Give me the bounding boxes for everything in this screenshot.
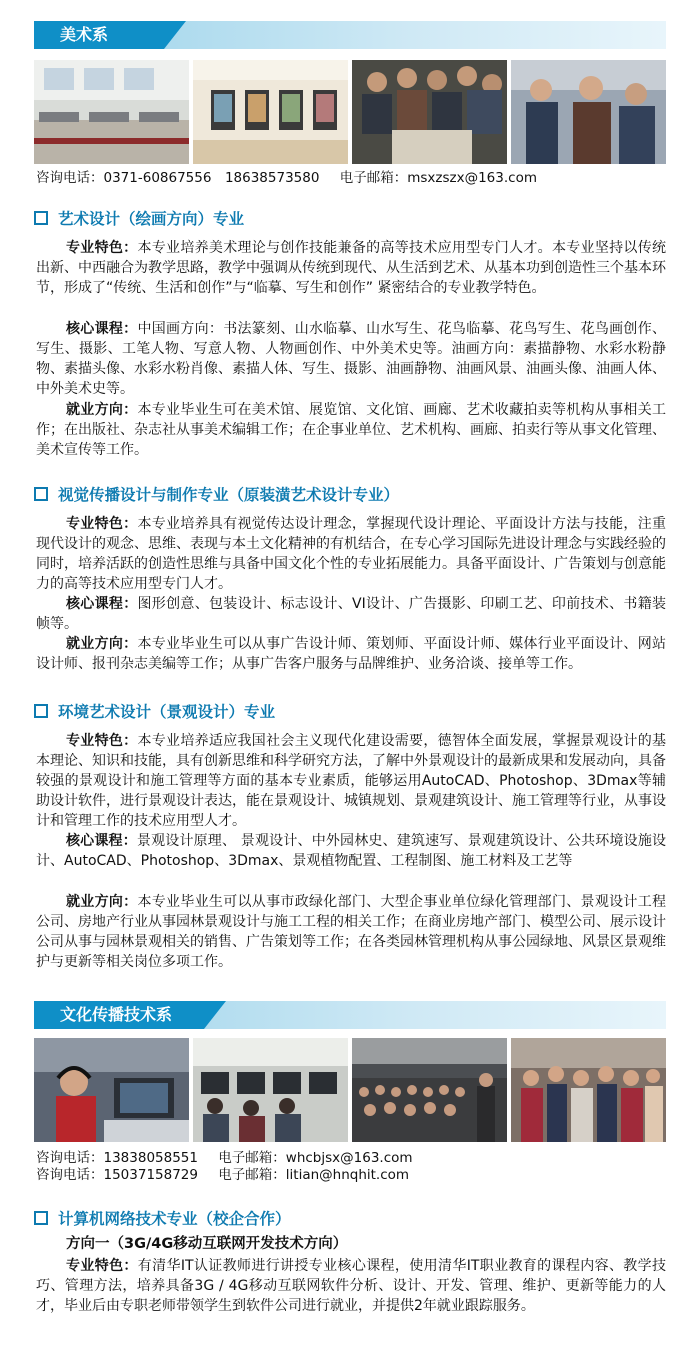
- feature-text: 有清华IT认证教师进行讲授专业核心课程，使用清华IT职业教育的课程内容、教学技巧、管理方法，培养具备3G / 4G移动互联网软件分析、设计、开发、管理、维护、更新等能力的人才，毕业后由专职老师带领学生到软件公司进行就业，并提供2年就业跟踪服务。: [36, 1258, 667, 1314]
- headset-students-photo: [34, 1038, 189, 1142]
- feature-text: 本专业培养适应我国社会主义现代化建设需要，德智体全面发展，掌握景观设计的基本理论、知识和技能，具有创新思维和科学研究方法，了解中外景观设计的最新成果和发展动向，具备较强的景观设计和施工管理等方面的基本专业素质，能够运用AutoCAD、Photoshop、3Dmax等辅助设计软件，进行景观设计表达，能在景观设计、城镇规划、景观建筑设计、施工管理等行业，从事设计和管理工作的技术应用型人才。: [36, 733, 667, 829]
- major1-feature: [36, 238, 666, 298]
- art-contact-phone: 咨询电话：0371-60867556 18638573580: [36, 170, 320, 186]
- major-title-visual: [34, 485, 399, 505]
- culture-contact-1: [36, 1150, 429, 1167]
- art-contact: [36, 170, 553, 187]
- major4-feature: [36, 1256, 666, 1316]
- feature-label: 专业特色：: [66, 733, 138, 749]
- art-teacher-photo: [511, 60, 666, 164]
- core-text: 中国画方向：书法篆刻、山水临摹、山水写生、花鸟临摹、花鸟写生、花鸟画创作、写生、摄影、工笔人物、写意人物、人物画创作、中外美术史等。油画方向：素描静物、水彩水粉静物、素描头像、水彩水粉肖像、素描人体、写生、摄影、油画静物、油画风景、油画头像、油画人体、中外美术史等。: [36, 321, 667, 397]
- art-contact-email: 电子邮箱：msxzszx@163.com: [339, 170, 537, 186]
- dept-header-art: [34, 21, 666, 49]
- feature-label: 专业特色：: [66, 516, 138, 532]
- major2-feature: [36, 514, 666, 594]
- dept-title: 文化传播技术系: [34, 1001, 204, 1029]
- checkbox-square-icon: [34, 211, 48, 225]
- job-label: 就业方向：: [66, 402, 138, 418]
- major2-core: [36, 594, 666, 634]
- job-label: 就业方向：: [66, 636, 138, 652]
- dept-header-culture: [34, 1001, 666, 1029]
- major3-core: [36, 831, 666, 871]
- major-title-text: 视觉传播设计与制作专业（原装潢艺术设计专业）: [58, 486, 400, 504]
- checkbox-square-icon: [34, 704, 48, 718]
- culture-contact-2: [36, 1167, 425, 1184]
- major1-core: [36, 319, 666, 399]
- job-text: 本专业毕业生可以从事广告设计师、策划师、平面设计师、媒体行业平面设计、网站设计师、报刊杂志美编等工作；从事广告客户服务与品牌维护、业务洽谈、接单等工作。: [36, 636, 667, 672]
- major3-feature: [36, 731, 666, 831]
- computer-lab-photo: [193, 1038, 348, 1142]
- major-title-painting: [34, 209, 244, 229]
- checkbox-square-icon: [34, 1211, 48, 1225]
- feature-label: 专业特色：: [66, 240, 138, 256]
- direction-heading: 方向一（3G/4G移动互联网开发技术方向）: [66, 1236, 348, 1252]
- art-classroom-photo: [34, 60, 189, 164]
- major2-job: [36, 634, 666, 674]
- checkbox-square-icon: [34, 487, 48, 501]
- job-label: 就业方向：: [66, 894, 138, 910]
- feature-text: 本专业培养美术理论与创作技能兼备的高等技术应用型专门人才。本专业坚持以传统出新、中西融合为教学思路，教学中强调从传统到现代、从生活到艺术、从基本功到创造性三个基本环节，形成了“传统、生活和创作”与“临摹、写生和创作” 紧密结合的专业教学特色。: [36, 240, 667, 296]
- major-title-landscape: [34, 702, 275, 722]
- culture-contact-phone-2: 咨询电话：15037158729: [36, 1167, 198, 1183]
- job-text: 本专业毕业生可以从事市政绿化部门、大型企事业单位绿化管理部门、景观设计工程公司、房地产行业从事园林景观设计与施工工程的相关工作；在商业房地产部门、模型公司、展示设计公司从事与园林景观相关的销售、广告策划等工作；在各类园林管理机构从事公园绿地、风景区景观维护与更新等相关岗位多项工作。: [36, 894, 667, 970]
- core-text: 景观设计原理、 景观设计、中外园林史、建筑速写、景观建筑设计、公共环境设施设计、AutoCAD、Photoshop、3Dmax、景观植物配置、工程制图、施工材料及工艺等: [36, 833, 667, 869]
- major3-job: [36, 892, 666, 972]
- culture-contact-email-2: 电子邮箱：litian@hnqhit.com: [218, 1167, 410, 1183]
- core-label: 核心课程：: [66, 321, 138, 337]
- photo-strip-culture: [34, 1038, 666, 1142]
- core-label: 核心课程：: [66, 833, 137, 849]
- major-title-text: 艺术设计（绘画方向）专业: [58, 210, 245, 228]
- group-photo: [511, 1038, 666, 1142]
- job-text: 本专业毕业生可在美术馆、展览馆、文化馆、画廊、艺术收藏拍卖等机构从事相关工作；在出版社、杂志社从事美术编辑工作；在企事业单位、艺术机构、画廊、拍卖行等从事文化管理、美术宣传等工作。: [36, 402, 667, 458]
- culture-contact-phone-1: 咨询电话：13838058551: [36, 1150, 198, 1166]
- major-title-network: [34, 1209, 291, 1229]
- photo-strip-art: [34, 60, 666, 164]
- major-title-text: 环境艺术设计（景观设计）专业: [58, 703, 276, 721]
- dept-title: 美术系: [34, 21, 164, 49]
- core-text: 图形创意、包装设计、标志设计、VI设计、广告摄影、印刷工艺、印前技术、书籍装帧等。: [36, 596, 666, 632]
- lecture-hall-photo: [352, 1038, 507, 1142]
- art-gallery-photo: [193, 60, 348, 164]
- calligraphy-demo-photo: [352, 60, 507, 164]
- major-title-text: 计算机网络技术专业（校企合作）: [58, 1210, 291, 1228]
- major1-job: [36, 400, 666, 460]
- core-label: 核心课程：: [66, 596, 138, 612]
- culture-contact-email-1: 电子邮箱：whcbjsx@163.com: [218, 1150, 413, 1166]
- feature-label: 专业特色：: [66, 1258, 138, 1274]
- feature-text: 本专业培养具有视觉传达设计理念，掌握现代设计理论、平面设计方法与技能，注重现代设计的观念、思维、表现与本土文化精神的有机结合，在专心学习国际先进设计理念与实践经验的同时，培养活跃的创造性思维与具备中国文化个性的专业拓展能力。具备平面设计、广告策划与创意能力的高等技术应用型专门人才。: [36, 516, 667, 592]
